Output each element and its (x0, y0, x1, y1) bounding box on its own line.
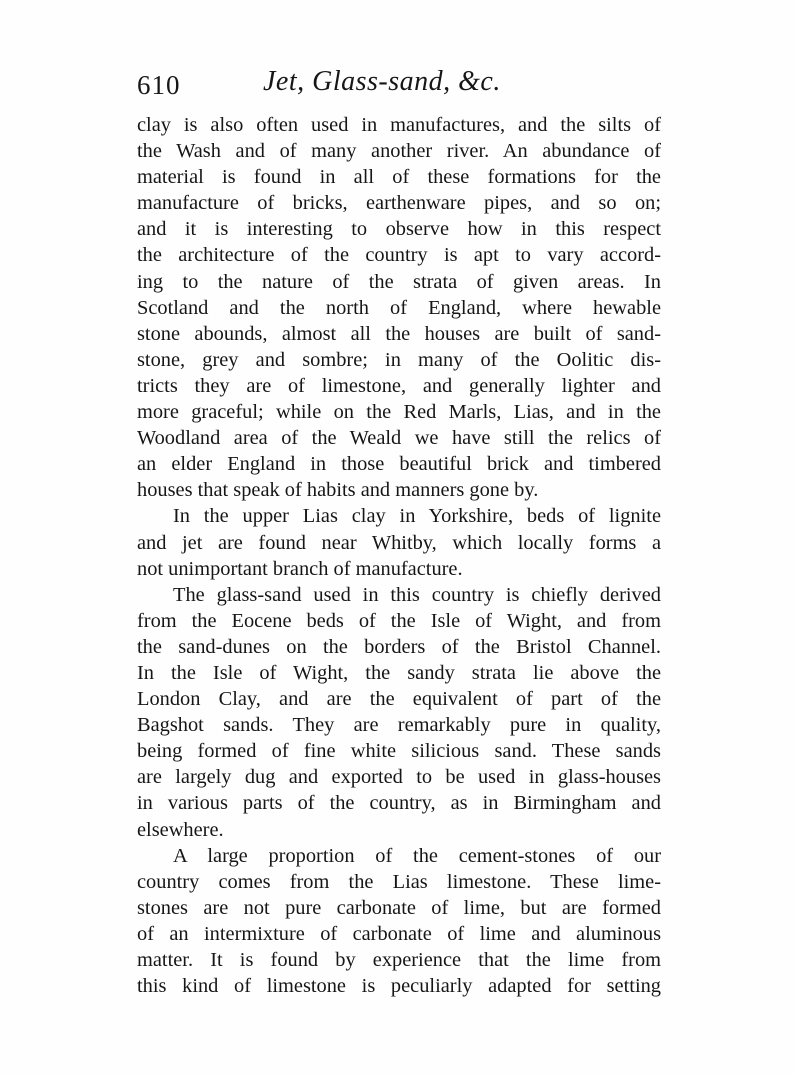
text-line: stone, grey and sombre; in many of the Oolitic dis- (137, 348, 661, 371)
text-line: ing to the nature of the strata of given areas. In (137, 270, 661, 293)
text-line: this kind of limestone is peculiarly adapted for setting (137, 975, 661, 998)
text-line: stones are not pure carbonate of lime, but are formed (137, 896, 661, 919)
text-line: In the upper Lias clay in Yorkshire, beds of lignite (173, 505, 661, 528)
text-line: Scotland and the north of England, where hewable (137, 296, 661, 319)
text-line: tricts they are of limestone, and generally lighter and (137, 374, 661, 397)
text-line: more graceful; while on the Red Marls, Lias, and in the (137, 401, 661, 424)
paragraph (137, 582, 661, 843)
text-line: are largely dug and exported to be used in glass-houses (137, 766, 661, 789)
text-line: the Wash and of many another river. An abundance of (137, 140, 661, 163)
text-line: The glass-sand used in this country is chiefly derived (173, 583, 661, 606)
text-line: stone abounds, almost all the houses are built of sand- (137, 322, 661, 345)
body-text (137, 112, 661, 999)
text-line: being formed of fine white silicious sand. These sands (137, 740, 661, 763)
paragraph (137, 843, 661, 1000)
text-line: the architecture of the country is apt to vary accord- (137, 244, 661, 267)
text-line: from the Eocene beds of the Isle of Wight, and from (137, 609, 661, 632)
text-line: and jet are found near Whitby, which locally forms a (137, 531, 661, 554)
text-line: In the Isle of Wight, the sandy strata lie above the (137, 661, 661, 684)
text-line: not unimportant branch of manufacture. (137, 557, 463, 580)
text-line: clay is also often used in manufactures, and the silts of (137, 114, 661, 136)
text-line: London Clay, and are the equivalent of part of the (137, 688, 661, 711)
text-line: elsewhere. (137, 818, 224, 841)
text-line: an elder England in those beautiful brick and timbered (137, 453, 661, 476)
text-line: Bagshot sands. They are remarkably pure in quality, (137, 714, 661, 737)
text-line: matter. It is found by experience that the lime from (137, 949, 661, 971)
text-line: A large proportion of the cement-stones of our (173, 844, 661, 867)
text-line: houses that speak of habits and manners gone by. (137, 479, 539, 502)
page-header (137, 62, 661, 106)
text-line: in various parts of the country, as in Birmingham and (137, 792, 661, 815)
text-line: manufacture of bricks, earthenware pipes, and so on; (137, 192, 661, 215)
paragraph (137, 503, 661, 581)
paragraph (137, 112, 661, 503)
text-line: Woodland area of the Weald we have still the relics of (137, 427, 661, 450)
running-title: Jet, Glass-sand, &c. (263, 66, 501, 97)
text-line: the sand-dunes on the borders of the Bristol Channel. (137, 635, 661, 658)
text-line: and it is interesting to observe how in this respect (137, 218, 661, 241)
page-number: 610 (137, 70, 181, 100)
text-line: country comes from the Lias limestone. These lime- (137, 870, 661, 893)
text-line: material is found in all of these formations for the (137, 166, 661, 189)
text-line: of an intermixture of carbonate of lime and aluminous (137, 922, 661, 945)
